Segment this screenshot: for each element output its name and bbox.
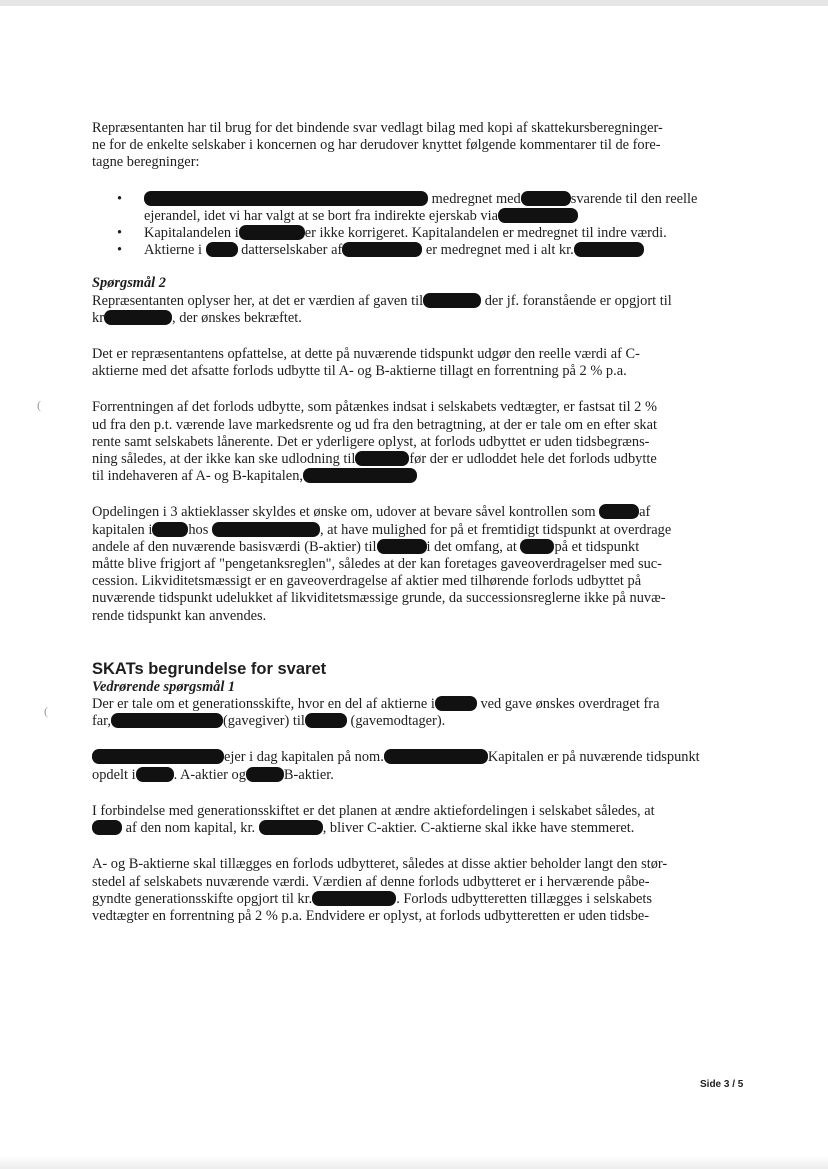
text-line: Repræsentanten har til brug for det bindende svar vedlagt bilag med kopi af skattekursberegninger- — [92, 120, 663, 136]
redaction — [355, 451, 409, 466]
scan-edge-bottom — [0, 1155, 828, 1169]
redaction — [104, 310, 172, 325]
redaction — [435, 696, 477, 711]
section-subheading: Spørgsmål 2 — [92, 275, 166, 292]
plan-paragraph: I forbindelse med generationsskiftet er det planen at ændre aktiefordelingen i selskabet således, at af den nom kapital, kr. , bliver C-aktier. C-aktierne skal ikke have stemmeret. — [92, 802, 655, 837]
redaction — [574, 242, 644, 257]
comment-list — [92, 191, 742, 260]
redaction — [498, 208, 578, 223]
text-line: ne for de enkelte selskaber i koncernen og har derudover knyttet følgende kommentarer til de fore- — [92, 137, 661, 154]
skat-reasoning-section: Vedrørende spørgsmål 1 Der er tale om et generationsskifte, hvor en del af aktierne i ved gave ønskes overdraget fra far, (gavegiver) til (gavemodtager). — [92, 679, 742, 731]
redaction — [377, 539, 427, 554]
redaction — [92, 820, 122, 835]
margin-mark: ( — [44, 704, 48, 718]
question-2-section: Spørgsmål 2 Repræsentanten oplyser her, at det er værdien af gaven til der jf. foranstående er opgjort til kr , der ønskes bekræftet. — [92, 275, 742, 327]
redaction — [92, 749, 224, 764]
redaction — [423, 293, 481, 308]
redaction — [152, 522, 188, 537]
page-number: Side 3 / 5 — [700, 1079, 744, 1090]
list-item: • medregnet med svarende til den reelle ejerandel, idet vi har valgt at se bort fra indirekte ejerskab via — [92, 191, 742, 225]
opinion-paragraph: Det er repræsentantens opfattelse, at dette på nuværende tidspunkt udgør den reelle værdi af C- aktierne med det afsatte forlods udbytte til A- og B-aktierne tillagt en forrentning på 2 % p.a. — [92, 346, 640, 380]
redaction — [342, 242, 422, 257]
section-subheading: Vedrørende spørgsmål 1 — [92, 678, 236, 695]
ab-shares-paragraph: A- og B-aktierne skal tillægges en forlods udbytteret, således at disse aktier beholder langt den stør- stedel af selskabets nuværende værdi. Værdien af denne forlods udbytteret er i herværende påbe- gyndte generationsskifte opgjort til kr. . Forlods udbytteretten tillægges i selskabets vedtægter en forrentning på 2 % p.a. Endvidere er oplyst, at forlods udbytteretten er uden tidsbe- — [92, 856, 668, 924]
redaction — [239, 225, 305, 240]
redaction — [303, 468, 417, 483]
intro-paragraph — [92, 120, 742, 172]
redaction — [206, 242, 238, 257]
interest-paragraph: Forrentningen af det forlods udbytte, som påtænkes indsat i selskabets vedtægter, er fastsat til 2 % ud fra den p.t. værende lave markedsrente og ud fra den betragtning, at der er tale om en efter skat rente samt selskabets lånerente. Det er yderligere oplyst, at forlods udbyttet er uden tidsbegræns- ning således, at der ikke kan ske udlodning til før der er udloddet hele det forlods udbytte til indehaveren af A- og B-kapitalen, — [92, 399, 658, 485]
redaction — [384, 749, 488, 764]
margin-mark: ( — [37, 398, 41, 412]
redaction — [520, 539, 554, 554]
section-heading: SKATs begrundelse for svaret — [92, 659, 327, 678]
text-line: tagne beregninger: — [92, 154, 200, 171]
redaction — [259, 820, 323, 835]
redaction — [246, 767, 284, 782]
capital-paragraph: ejer i dag kapitalen på nom. Kapitalen er på nuværende tidspunkt opdelt i . A-aktier og B-aktier. — [92, 749, 700, 783]
redaction — [144, 191, 428, 206]
document-body — [92, 120, 742, 944]
scan-edge-top — [0, 0, 828, 6]
redaction — [212, 522, 320, 537]
redaction — [599, 504, 639, 519]
list-item: • Kapitalandelen i er ikke korrigeret. Kapitalandelen er medregnet til indre værdi. — [92, 225, 742, 242]
redaction — [521, 191, 571, 206]
list-item: • Aktierne i datterselskaber af er medregnet med i alt kr. — [92, 242, 742, 259]
redaction — [312, 891, 396, 906]
division-paragraph: Opdelingen i 3 aktieklasser skyldes et ønske om, udover at bevare såvel kontrollen som af kapitalen i hos , at have mulighed for på et fremtidigt tidspunkt at overdrage andele af den nuværende basisværdi (B-aktier) til i det omfang, at på et tidspunkt måtte blive frigjort af "pengetanksreglen", således at der kan foretages gaveoverdragelser med suc- cession. Likviditetsmæssigt er en gaveoverdragelse af aktier med tilhørende forlods udbyttet på nuværende tidspunkt udelukket af likviditetsmæssige grunde, da successionsreglerne ikke på nuvæ- rende tidspunkt kan anvendes. — [92, 504, 672, 624]
redaction — [111, 713, 223, 728]
redaction — [305, 713, 347, 728]
redaction — [136, 767, 174, 782]
